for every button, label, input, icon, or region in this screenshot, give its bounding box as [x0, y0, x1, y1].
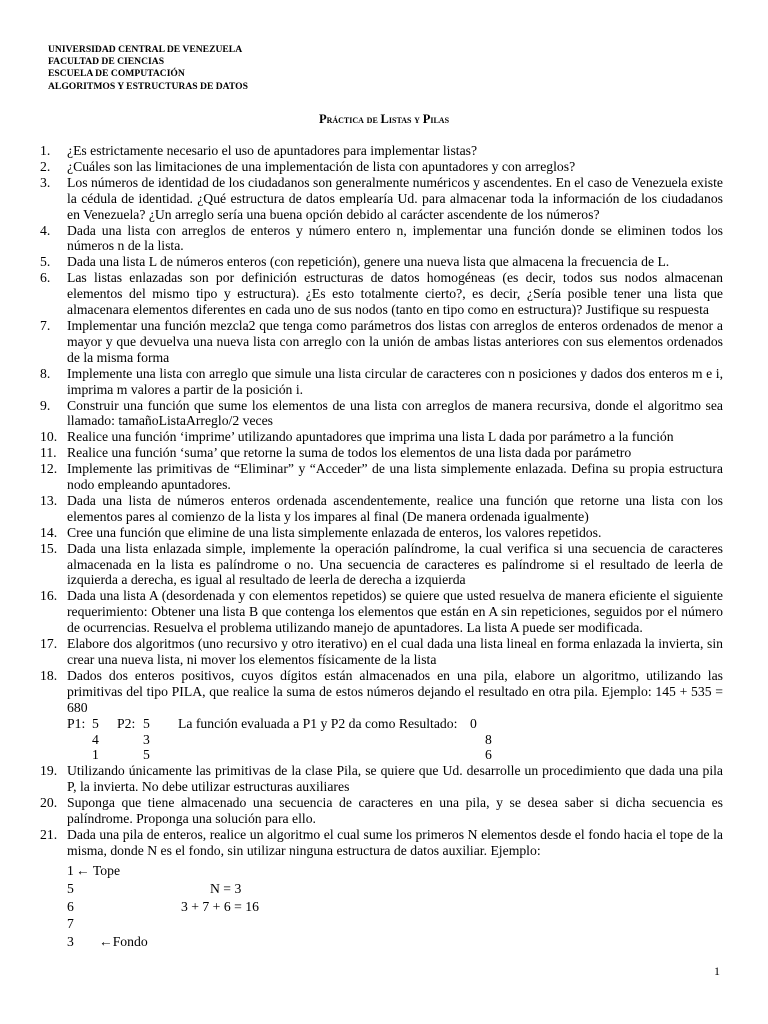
exercise-number: 20.	[40, 795, 58, 811]
exercise-text: Dada una lista con arreglos de enteros y número entero n, implementar una función donde se eliminen todos los números n de la lista.	[67, 222, 723, 254]
exercise-item	[40, 541, 723, 589]
exercise-number: 16.	[40, 588, 58, 604]
exercise-number: 12.	[40, 461, 58, 477]
p1-value: 1	[92, 747, 99, 763]
exercise-number: 18.	[40, 667, 58, 683]
exercise-text: Dada una lista L de números enteros (con repetición), genere una nueva lista que almacena la frecuencia de L.	[67, 254, 670, 270]
exercise-number: 19.	[40, 763, 58, 779]
exercise-item	[40, 461, 723, 493]
header-faculty: FACULTAD DE CIENCIAS	[48, 56, 165, 68]
exercise-number: 1.	[40, 143, 51, 158]
exercise-number: 4.	[40, 222, 51, 238]
example-18-row	[67, 732, 723, 748]
exercise-number: 13.	[40, 492, 58, 508]
exercise-item	[40, 493, 723, 525]
exercise-number: 21.	[40, 826, 58, 842]
exercise-text: Suponga que tiene almacenado una secuencia de caracteres en una pila, y se desea saber si dicha secuencia es palíndrome. Proponga una solución para ello.	[67, 795, 723, 827]
exercise-text: Dados dos enteros positivos, cuyos dígitos están almacenados en una pila, elabore un algoritmo, utilizando las primitivas del tipo PILA, que realice la suma de estos números dejando el resultado en otra pila. Ejemplo: 145 + 535 = 680	[67, 667, 723, 715]
exercise-text: Implementar una función mezcla2 que tenga como parámetros dos listas con arreglos de enteros ordenados de menor a mayor y que devuelva una nueva lista con arreglo con la unión de ambas listas anteriores con sus elementos ordenados de la misma forma	[67, 317, 723, 365]
title-part: P	[422, 112, 431, 126]
exercise-item	[40, 366, 723, 398]
exercise-text: Utilizando únicamente las primitivas de la clase Pila, se quiere que Ud. desarrolle un procedimiento que dada una pila P, la invierta. No debe utilizar estructuras auxiliares	[67, 763, 723, 795]
p2-label: P2:	[117, 715, 136, 731]
header-course: ALGORITMOS Y ESTRUCTURAS DE DATOS	[48, 80, 248, 92]
stack-value: 7	[67, 916, 74, 932]
exercise-item	[40, 318, 723, 366]
n-label: N = 3	[210, 880, 242, 896]
p2-value: 3	[143, 731, 150, 747]
bottom-label: ←Fondo	[99, 934, 148, 950]
example-21-row	[67, 899, 723, 915]
header-university: UNIVERSIDAD CENTRAL DE VENEZUELA	[48, 44, 243, 55]
exercise-text: Los números de identidad de los ciudadanos son generalmente numéricos y ascendentes. En el caso de Venezuela existe la cédula de identidad. ¿Qué estructura de datos emplearía Ud. para almacenar toda la información de los ciudadanos en Venezuela? ¿Un arreglo sería una buena opción debido al carácter ascendente de los números?	[67, 174, 723, 222]
exercise-number: 8.	[40, 365, 51, 381]
exercise-text: Dada una lista de números enteros ordenada ascendentemente, realice una función que retorne una lista con los elementos pares al comienzo de la lista y los impares al final (De manera ordenada igualmente)	[67, 492, 723, 524]
example-18-row	[67, 747, 723, 763]
example-21-row	[67, 881, 723, 897]
exercise-item	[40, 270, 723, 318]
exercise-text: ¿Es estrictamente necesario el uso de apuntadores para implementar listas?	[67, 143, 478, 158]
exercise-number: 14.	[40, 524, 58, 540]
result-value: 6	[485, 747, 492, 763]
p1-value: 5	[92, 715, 99, 731]
document-title	[0, 112, 768, 127]
exercise-item	[40, 398, 723, 430]
exercise-text: ¿Cuáles son las limitaciones de una implementación de lista con apuntadores y con arreglos?	[67, 158, 576, 174]
exercise-text: Construir una función que sume los elementos de una lista con arreglos de manera recursiva, donde el algoritmo sea llamado: tamañoListaArreglo/2 veces	[67, 397, 723, 429]
p2-value: 5	[143, 715, 150, 731]
exercise-item	[40, 636, 723, 668]
p1-label: P1:	[67, 715, 86, 731]
exercise-text: Dada una lista enlazada simple, implemente la operación palíndrome, la cual verifica si una secuencia de caracteres almacenada en la lista es palíndrome o no. Una secuencia de caracteres es palíndrome si el resultado de leerla de izquierda a derecha, es igual al resultado de leerla de derecha a izquierda	[67, 540, 723, 588]
exercise-text: Cree una función que elimine de una lista simplemente enlazada de enteros, los valores repetidos.	[67, 524, 602, 540]
exercise-number: 2.	[40, 158, 51, 174]
title-part: ráctica de	[326, 114, 381, 126]
exercise-item	[40, 159, 723, 175]
exercise-item	[40, 525, 723, 541]
exercise-number: 6.	[40, 270, 51, 286]
exercise-item	[40, 445, 723, 461]
exercise-item	[40, 254, 723, 270]
exercise-item	[40, 795, 723, 827]
exercise-item	[40, 763, 723, 795]
title-part: L	[380, 112, 389, 126]
exercise-item	[40, 223, 723, 255]
exercise-number: 15.	[40, 540, 58, 556]
stack-value: 6	[67, 898, 74, 914]
header-school: ESCUELA DE COMPUTACIÓN	[48, 68, 185, 80]
exercise-text: Realice una función ‘imprime’ utilizando apuntadores que imprima una lista L dada por parámetro a la función	[67, 429, 674, 445]
page-number: 1	[714, 964, 720, 978]
exercise-item	[40, 588, 723, 636]
result-value: 8	[485, 731, 492, 747]
result-label: La función evaluada a P1 y P2 da como Resultado:	[178, 715, 458, 731]
exercise-text: Dada una pila de enteros, realice un algoritmo el cual sume los primeros N elementos desde el fondo hacia el tope de la misma, donde N es el fondo, sin utilizar ninguna estructura de datos auxiliar. Ejemplo:	[67, 826, 723, 858]
exercise-number: 11.	[40, 445, 57, 461]
exercise-text: Realice una función ‘suma’ que retorne la suma de todos los elementos de una lista dada por parámetro	[67, 445, 632, 461]
exercise-number: 5.	[40, 254, 51, 270]
exercise-text: Implemente una lista con arreglo que simule una lista circular de caracteres con n posiciones y dados dos enteros m e i, imprima m valores a partir de la posición i.	[67, 365, 723, 397]
exercise-text: Las listas enlazadas son por definición estructuras de datos homogéneas (es decir, todos sus nodos almacenan elementos del mismo tipo y estructura). ¿Es esto totalmente cierto?, es decir, ¿Sería posible tener una lista que almacenara elementos diferentes en cada uno de sus nodos (tanto en tipo como en estructura)? Justifique su respuesta	[67, 270, 723, 318]
title-part: P	[318, 112, 327, 126]
exercise-number: 9.	[40, 397, 51, 413]
exercise-item	[40, 429, 723, 445]
title-part: istas y	[388, 114, 423, 126]
title-part: ilas	[430, 114, 450, 126]
sum-label: 3 + 7 + 6 = 16	[181, 898, 259, 914]
stack-value: 5	[67, 880, 74, 896]
example-21-row	[67, 863, 723, 879]
exercise-text: Dada una lista A (desordenada y con elementos repetidos) se quiere que usted resuelva de manera eficiente el siguiente requerimiento: Obtener una lista B que contenga los elementos que están en A sin repeticiones, seguidos por el número de ocurrencias. Resuelva el problema utilizando manejo de apuntadores. La lista A puede ser modificada.	[67, 588, 723, 636]
top-label: ← Tope	[76, 862, 121, 878]
exercise-number: 3.	[40, 174, 51, 190]
p1-value: 4	[92, 731, 99, 747]
exercise-item	[40, 143, 723, 159]
exercise-item	[40, 827, 723, 950]
exercise-item	[40, 175, 723, 223]
example-18-row	[67, 716, 723, 732]
p2-value: 5	[143, 747, 150, 763]
exercise-number: 7.	[40, 317, 51, 333]
exercise-item	[40, 668, 723, 763]
institution-header	[48, 44, 248, 93]
stack-value: 1	[67, 862, 74, 878]
exercise-number: 17.	[40, 636, 58, 652]
exercise-text: Elabore dos algoritmos (uno recursivo y otro iterativo) en el cual dada una lista lineal en forma enlazada la invierta, sin crear una nueva lista, ni mover los elementos físicamente de la lista	[67, 636, 723, 667]
exercise-text: Implemente las primitivas de “Eliminar” y “Acceder” de una lista simplemente enlazada. Defina su propia estructura nodo empleando apuntadores.	[67, 461, 723, 493]
exercise-number: 10.	[40, 429, 58, 445]
example-21-row	[67, 916, 723, 932]
exercise-list	[40, 143, 723, 950]
result-value: 0	[470, 715, 477, 731]
stack-value: 3	[67, 934, 74, 950]
example-21-row	[67, 934, 723, 950]
